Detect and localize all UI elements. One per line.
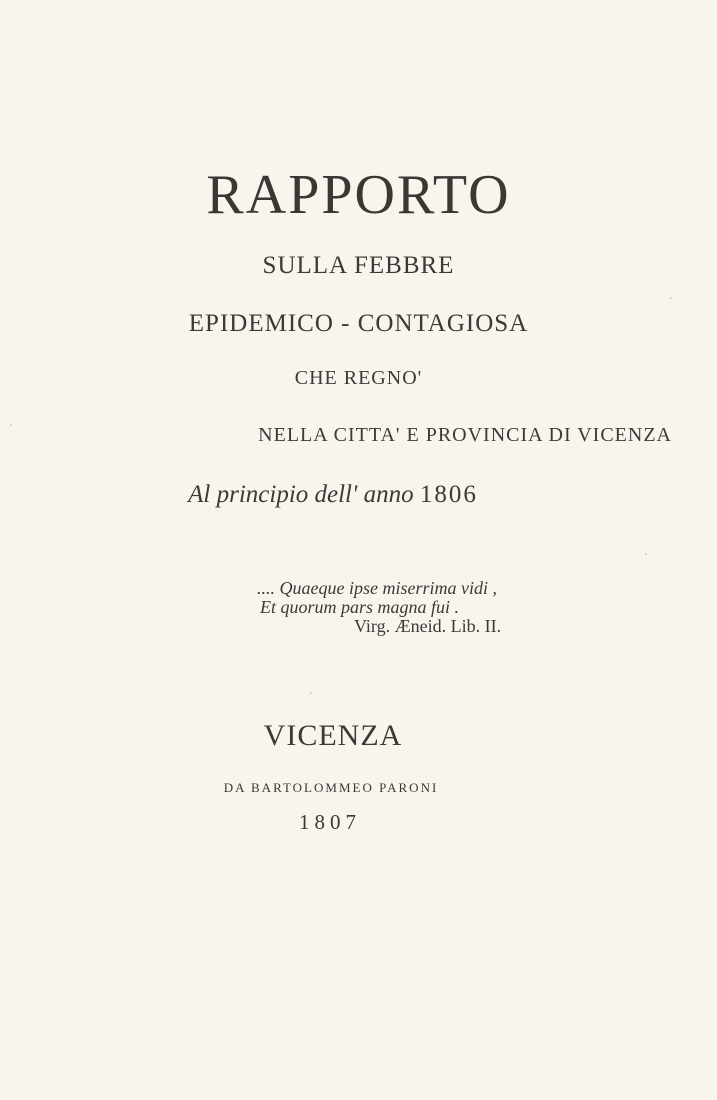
imprint-year: 1807 bbox=[299, 810, 361, 834]
epigraph-citation: Virg. Æneid. Lib. II. bbox=[354, 616, 502, 636]
imprint-city: VICENZA bbox=[263, 719, 403, 752]
epigraph-line-1: .... Quaeque ipse miserrima vidi , bbox=[257, 578, 497, 598]
paper-speck bbox=[310, 692, 312, 694]
imprint-printer: DA BARTOLOMMEO PARONI bbox=[223, 780, 439, 795]
paper-speck bbox=[670, 297, 672, 299]
subtitle-line-1: SULLA FEBBRE bbox=[262, 252, 455, 279]
date-line-year: 1806 bbox=[419, 481, 478, 508]
page-title: RAPPORTO bbox=[206, 164, 511, 226]
subtitle-line-4: NELLA CITTA' E PROVINCIA DI VICENZA bbox=[258, 424, 672, 446]
subtitle-line-3: CHE REGNO' bbox=[294, 367, 423, 389]
date-line-text: Al principio dell' anno bbox=[188, 481, 414, 508]
paper-speck bbox=[10, 424, 12, 426]
date-line bbox=[0, 481, 666, 509]
epigraph-line-2: Et quorum pars magna fui . bbox=[260, 597, 460, 617]
paper-speck bbox=[645, 553, 647, 555]
subtitle-line-2: EPIDEMICO - CONTAGIOSA bbox=[188, 310, 529, 337]
